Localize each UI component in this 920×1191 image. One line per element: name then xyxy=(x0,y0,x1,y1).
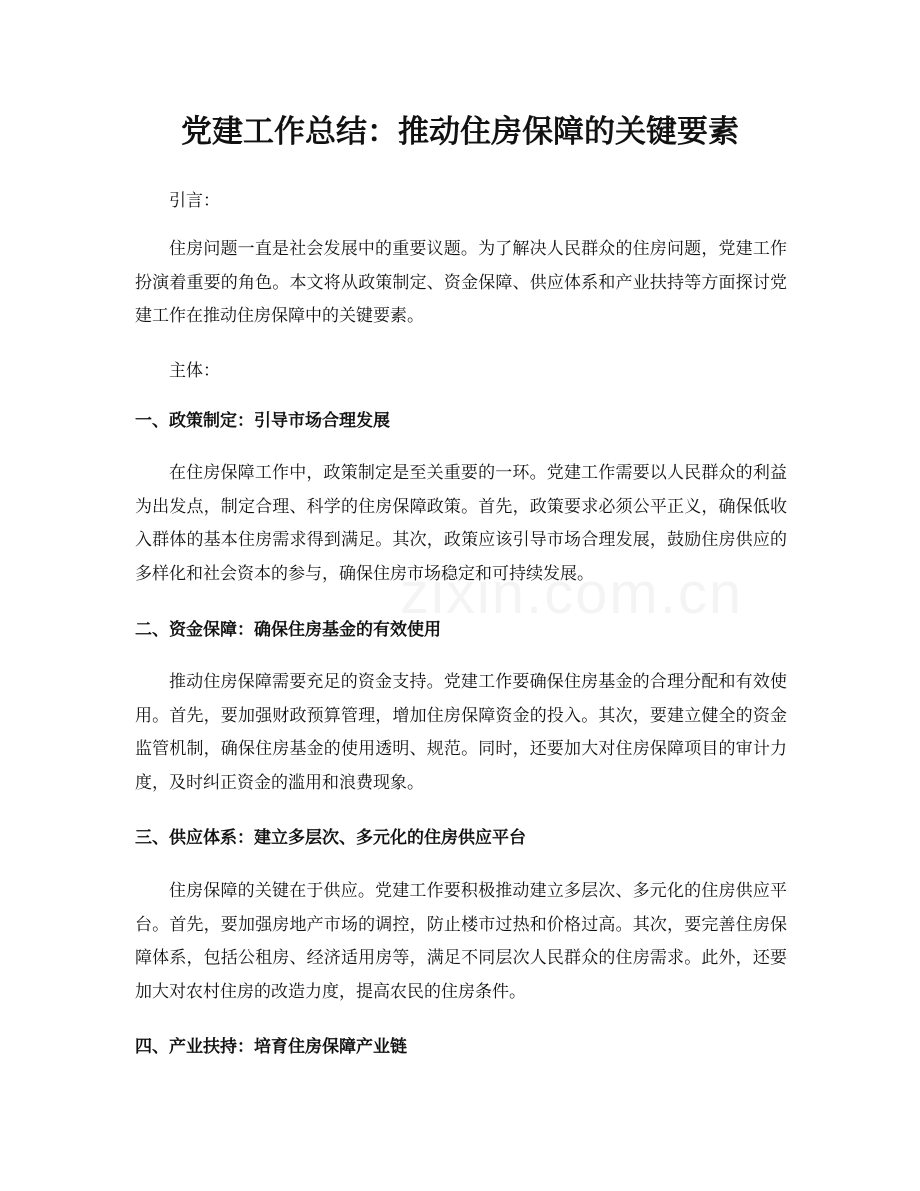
section-paragraph-funding: 推动住房保障需要充足的资金支持。党建工作要确保住房基金的合理分配和有效使用。首先，要加强财政预算管理，增加住房保障资金的投入。其次，要建立健全的资金监管机制，确保住房基金的使用透明、规范。同时，还要加大对住房保障项目的审计力度，及时纠正资金的滥用和浪费现象。 xyxy=(135,672,787,793)
section-paragraph-policy: 在住房保障工作中，政策制定是至关重要的一环。党建工作需要以人民群众的利益为出发点，制定合理、科学的住房保障政策。首先，政策要求必须公平正义，确保低收入群体的基本住房需求得到满足。其次，政策应该引导市场合理发展，鼓励住房供应的多样化和社会资本的参与，确保住房市场稳定和可持续发展。 xyxy=(135,463,787,584)
section-heading-industry: 四、产业扶持：培育住房保障产业链 xyxy=(135,1037,407,1057)
section-heading-policy: 一、政策制定：引导市场合理发展 xyxy=(135,411,390,431)
section-paragraph-supply: 住房保障的关键在于供应。党建工作要积极推动建立多层次、多元化的住房供应平台。首先，要加强房地产市场的调控，防止楼市过热和价格过高。其次，要完善住房保障体系，包括公租房、经济适用房等，满足不同层次人民群众的住房需求。此外，还要加大对农村住房的改造力度，提高农民的住房条件。 xyxy=(135,881,787,1002)
section-heading-funding: 二、资金保障：确保住房基金的有效使用 xyxy=(135,620,441,640)
section-heading-supply: 三、供应体系：建立多层次、多元化的住房供应平台 xyxy=(135,828,526,848)
intro-paragraph: 住房问题一直是社会发展中的重要议题。为了解决人民群众的住房问题，党建工作扮演着重要的角色。本文将从政策制定、资金保障、供应体系和产业扶持等方面探讨党建工作在推动住房保障中的关键要素。 xyxy=(135,239,787,326)
document-title: 党建工作总结：推动住房保障的关键要素 xyxy=(181,114,739,150)
intro-label: 引言： xyxy=(169,191,220,211)
body-label: 主体： xyxy=(169,361,220,381)
